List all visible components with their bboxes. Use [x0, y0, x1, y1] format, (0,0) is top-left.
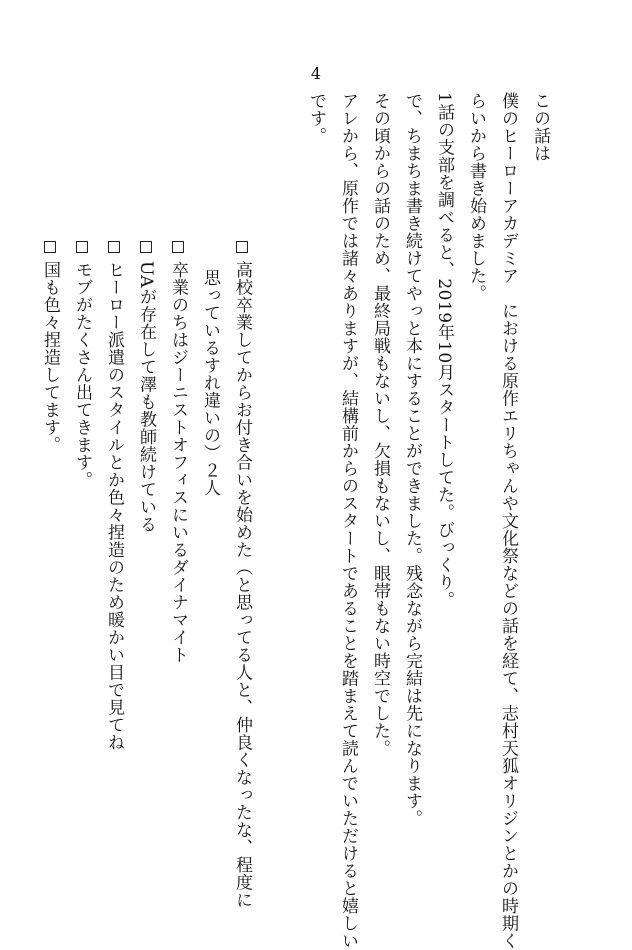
page-number: 4: [310, 64, 322, 83]
note-text: モブがたくさん出てきます。: [72, 261, 92, 489]
checkbox-icon: [108, 241, 120, 253]
note-item: [130, 241, 162, 841]
intro-line: その頃からの話のため、最終局戦もないし、欠損もないし、眼帯もない時空でした。: [370, 92, 390, 757]
note-continuation: 思っているすれ違いの）２人: [200, 269, 220, 497]
intro-line: で、ちまちま書き続けてやっと本にすることができました。残念ながら完結は先になります。: [402, 92, 422, 827]
note-item: [162, 241, 194, 841]
intro-text: [300, 92, 556, 950]
checkbox-icon: [172, 241, 184, 253]
intro-line: です。: [306, 92, 326, 145]
note-item: [66, 241, 98, 841]
intro-line: 僕のヒーローアカデミア における原作エリちゃんや文化祭などの話を経て、志村天狐オリジンとかの時期く: [498, 92, 518, 950]
intro-line: 1話の支部を調べると、2019年10月スタートしてた。びっくり。: [434, 92, 454, 609]
note-text: 高校卒業してからお付き合いを始めた（と思ってる人と、仲良くなったな、程度に: [232, 261, 252, 909]
checkbox-icon: [44, 241, 56, 253]
intro-line: らいから書き始めました。: [466, 92, 486, 302]
intro-line: アレから、原作では諸々ありますが、結構前からのスタートであることを踏まえて読んでいただけると嬉しい: [338, 92, 358, 950]
checkbox-icon: [76, 241, 88, 253]
notes-list: [34, 241, 258, 909]
note-text: UAが存在して澤も教師続けている: [136, 261, 156, 534]
note-text: 国も色々捏造してます。: [40, 261, 60, 454]
intro-line: この話は: [530, 92, 550, 162]
note-item: [226, 241, 258, 909]
note-item: [98, 241, 130, 841]
note-item: [34, 241, 66, 841]
checkbox-icon: [236, 241, 248, 253]
note-text: ヒーロー派遣のスタイルとか色々捏造のため暖かい目で見てね: [104, 261, 124, 751]
checkbox-icon: [140, 241, 152, 253]
note-text: 卒業のちはジーニストオフィスにいるダイナマイト: [168, 261, 188, 664]
